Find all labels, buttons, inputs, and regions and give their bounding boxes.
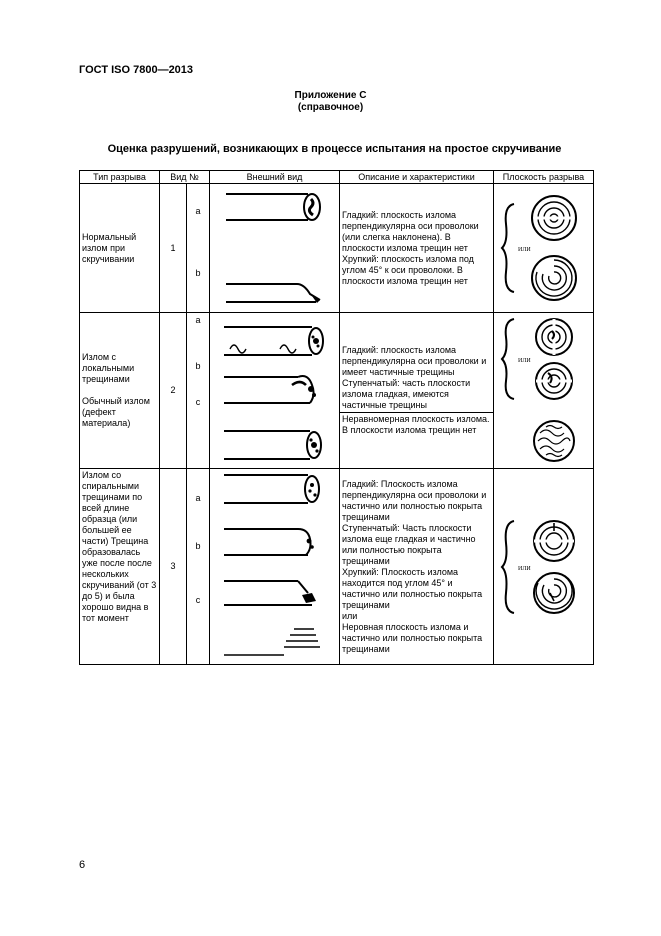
description-line: Гладкий: плоскость излома перпендикулярна оси проволоки и имеет частичные трещины	[342, 345, 487, 377]
view-letter: b	[195, 268, 201, 278]
type-number-cell	[160, 313, 210, 469]
fracture-plane-cell	[494, 469, 594, 665]
type-number-cell	[160, 184, 210, 313]
table-header-row	[80, 171, 594, 184]
type-number-cell	[160, 469, 210, 665]
type-number: 3	[160, 469, 187, 664]
fracture-type: Излом со спиральными трещинами по всей длине образца (или большей ее части) Трещина образовалась уже после после нескольких скручиваний (от 3 до 5) и была хорошо видна в тот момент	[80, 469, 160, 665]
wire-sketch-2	[212, 313, 342, 468]
fracture-plane-sketch-2	[496, 313, 596, 468]
description-line: Хрупкий: плоскость излома под углом 45° к оси проволоки. В плоскости излома трещин нет	[342, 253, 474, 286]
description-cell	[340, 469, 494, 665]
view-letter: a	[195, 493, 201, 503]
wire-appearance-cell	[210, 184, 340, 313]
fracture-plane-cell	[494, 313, 594, 469]
type-number: 2	[160, 313, 187, 468]
col-header-description: Описание и характеристики	[340, 171, 494, 184]
document-standard-code: ГОСТ ISO 7800—2013	[79, 64, 194, 76]
wire-sketch-1	[212, 184, 342, 312]
fracture-type-cell	[80, 313, 160, 469]
description-line: Хрупкий: Плоскость излома находится под углом 45° и частично или полностью покрыта трещинами	[342, 566, 483, 610]
fracture-plane-sketch-3	[496, 469, 596, 664]
description-cell	[340, 313, 494, 469]
description-line: Гладкий: Плоскость излома перпендикулярна оси проволоки и частично или полностью покрыта трещинами	[342, 478, 487, 522]
table-row	[80, 184, 594, 313]
type-number: 1	[160, 184, 187, 312]
description-line: Гладкий: плоскость излома перпендикулярна оси проволоки (или слегка наклонена). В плоскости излома трещин нет	[342, 209, 479, 253]
annex-note: (справочное)	[297, 102, 364, 113]
page-number: 6	[79, 859, 86, 871]
col-header-type: Тип разрыва	[80, 171, 160, 184]
wire-sketch-3	[212, 469, 342, 664]
fracture-table	[79, 170, 594, 665]
table-row	[80, 469, 594, 665]
fracture-type: Нормальный излом при скручивании	[80, 184, 160, 313]
or-label: ИЛИ	[518, 566, 531, 572]
col-header-plane: Плоскость разрыва	[494, 171, 594, 184]
description-cell	[340, 184, 494, 313]
view-letter: b	[195, 541, 201, 551]
view-letter: c	[195, 595, 201, 605]
fracture-plane-sketch-1	[496, 184, 596, 312]
wire-appearance-cell	[210, 469, 340, 665]
description-line: Неровная плоскость излома и частично или полностью покрыта трещинами	[342, 621, 483, 654]
or-label: ИЛИ	[518, 247, 531, 253]
fracture-plane-cell	[494, 184, 594, 313]
col-header-appearance: Внешний вид	[210, 171, 340, 184]
view-letter: a	[195, 206, 201, 216]
view-letter: c	[195, 397, 201, 407]
col-header-number: Вид №	[160, 171, 210, 184]
annex-title: Приложение С	[294, 90, 367, 101]
description-line: Ступенчатый: Часть плоскости излома еще гладкая и частично или полностью покрыта трещинами	[342, 522, 476, 566]
view-letter: b	[195, 361, 201, 371]
fracture-type-secondary: Обычный излом (дефект материала)	[82, 396, 150, 428]
description-line: Неравномерная плоскость излома. В плоскости излома трещин нет	[339, 412, 494, 436]
or-label: ИЛИ	[518, 358, 531, 364]
table-title: Оценка разрушений, возникающих в процессе испытания на простое скручивание	[107, 143, 562, 155]
view-letter: a	[195, 315, 201, 325]
description-line: Ступенчатый: часть плоскости излома гладкая, имеются частичные трещины	[342, 378, 471, 410]
table-row	[80, 313, 594, 469]
fracture-type: Излом с локальными трещинами	[82, 352, 135, 384]
annex-heading	[0, 90, 661, 114]
description-line: или	[342, 610, 358, 621]
wire-appearance-cell	[210, 313, 340, 469]
